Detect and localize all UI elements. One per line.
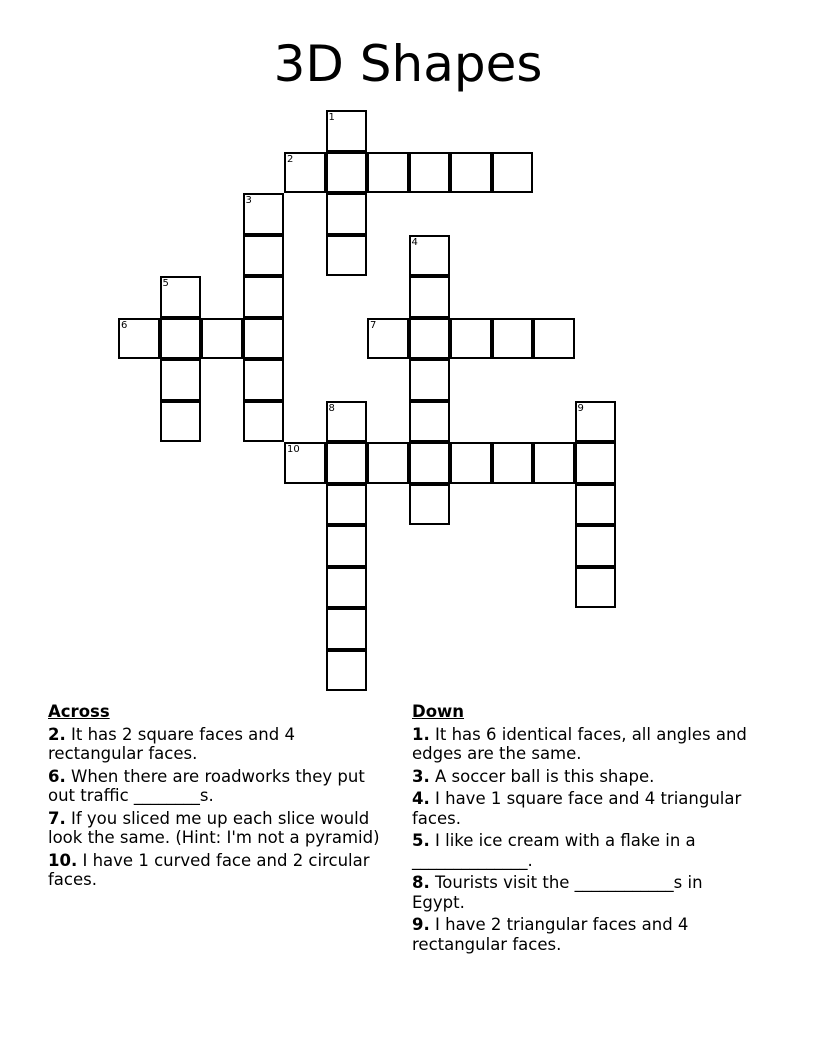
crossword-cell[interactable] (367, 442, 409, 484)
crossword-cell[interactable] (326, 110, 368, 152)
clue-down-5 (412, 831, 757, 870)
clue-down-9 (412, 915, 757, 954)
crossword-cell[interactable] (326, 235, 368, 277)
cell-number: 7 (370, 319, 377, 331)
crossword-cell[interactable] (450, 442, 492, 484)
clue-number: 8. (412, 873, 430, 892)
cell-number: 3 (245, 195, 252, 206)
cell-number: 1 (328, 112, 335, 123)
crossword-cell[interactable] (367, 152, 409, 194)
crossword-cell[interactable] (243, 235, 285, 277)
crossword-cell[interactable] (450, 318, 492, 360)
clue-across-2 (48, 725, 393, 764)
down-heading: Down (412, 702, 465, 721)
clue-number: 6. (48, 766, 66, 786)
crossword-cell[interactable] (575, 484, 617, 526)
crossword-cell[interactable] (367, 318, 409, 360)
clue-text: It has 2 square faces and 4 rectangular faces. (48, 724, 295, 763)
crossword-cell[interactable] (492, 318, 534, 360)
crossword-cell[interactable] (326, 442, 368, 484)
down-clues (412, 702, 757, 957)
cell-number: 10 (287, 444, 300, 455)
crossword-cell[interactable] (243, 318, 285, 360)
page-title: 3D Shapes (273, 35, 543, 93)
crossword-cell[interactable] (409, 318, 451, 360)
cell-number: 6 (121, 319, 128, 331)
clue-number: 5. (412, 831, 430, 850)
clue-down-8 (412, 873, 757, 912)
cell-number: 9 (577, 402, 584, 414)
crossword-cell[interactable] (575, 442, 617, 484)
crossword-cell[interactable] (409, 152, 451, 194)
crossword-cell[interactable] (326, 152, 368, 194)
crossword-cell[interactable] (243, 276, 285, 318)
crossword-cell[interactable] (118, 318, 160, 360)
crossword-cell[interactable] (326, 484, 368, 526)
crossword-cell[interactable] (243, 401, 285, 443)
crossword-cell[interactable] (575, 525, 617, 567)
clue-down-4 (412, 789, 757, 828)
clue-number: 10. (48, 850, 78, 870)
crossword-cell[interactable] (326, 401, 368, 443)
clue-number: 9. (412, 915, 430, 934)
across-clues (48, 702, 393, 893)
clue-down-1 (412, 725, 757, 764)
crossword-cell[interactable] (326, 193, 368, 235)
crossword-cell[interactable] (575, 401, 617, 443)
clue-text: If you sliced me up each slice would look the same. (Hint: I'm not a pyramid) (48, 808, 380, 847)
clue-number: 1. (412, 724, 430, 744)
clue-across-7 (48, 809, 393, 848)
clue-text: I have 1 square face and 4 triangular faces. (412, 789, 742, 828)
cell-number: 2 (287, 153, 294, 165)
crossword-cell[interactable] (284, 442, 326, 484)
across-heading: Across (48, 702, 110, 721)
clue-across-6 (48, 767, 393, 806)
crossword-cell[interactable] (160, 318, 202, 360)
crossword-cell[interactable] (326, 525, 368, 567)
clue-text: I have 1 curved face and 2 circular faces. (48, 850, 370, 889)
crossword-cell[interactable] (533, 318, 575, 360)
crossword-cell[interactable] (575, 567, 617, 609)
clue-number: 3. (412, 766, 430, 786)
crossword-cell[interactable] (243, 193, 285, 235)
crossword-cell[interactable] (326, 650, 368, 692)
crossword-cell[interactable] (326, 567, 368, 609)
crossword-cell[interactable] (409, 359, 451, 401)
crossword-cell[interactable] (326, 608, 368, 650)
crossword-cell[interactable] (450, 152, 492, 194)
crossword-cell[interactable] (160, 401, 202, 443)
clue-across-10 (48, 851, 393, 890)
clue-text: When there are roadworks they put out traffic ________s. (48, 766, 365, 805)
crossword-cell[interactable] (243, 359, 285, 401)
clue-text: It has 6 identical faces, all angles and edges are the same. (412, 724, 747, 763)
cell-number: 5 (162, 278, 169, 289)
crossword-cell[interactable] (160, 359, 202, 401)
cell-number: 8 (328, 402, 335, 414)
crossword-cell[interactable] (284, 152, 326, 194)
clue-number: 2. (48, 724, 66, 744)
crossword-cell[interactable] (160, 276, 202, 318)
crossword-cell[interactable] (533, 442, 575, 484)
clue-text: A soccer ball is this shape. (435, 766, 655, 786)
crossword-cell[interactable] (492, 152, 534, 194)
crossword-cell[interactable] (409, 401, 451, 443)
clue-number: 4. (412, 789, 430, 808)
clue-text: Tourists visit the ____________s in Egypt. (412, 873, 703, 912)
clue-text: I have 2 triangular faces and 4 rectangular faces. (412, 915, 689, 954)
crossword-cell[interactable] (201, 318, 243, 360)
crossword-cell[interactable] (409, 235, 451, 277)
clue-down-3 (412, 767, 757, 787)
crossword-cell[interactable] (409, 276, 451, 318)
crossword-cell[interactable] (492, 442, 534, 484)
clue-number: 7. (48, 808, 66, 828)
cell-number: 4 (411, 236, 418, 248)
crossword-cell[interactable] (409, 484, 451, 526)
clue-text: I like ice cream with a flake in a ______________. (412, 831, 696, 870)
crossword-cell[interactable] (409, 442, 451, 484)
